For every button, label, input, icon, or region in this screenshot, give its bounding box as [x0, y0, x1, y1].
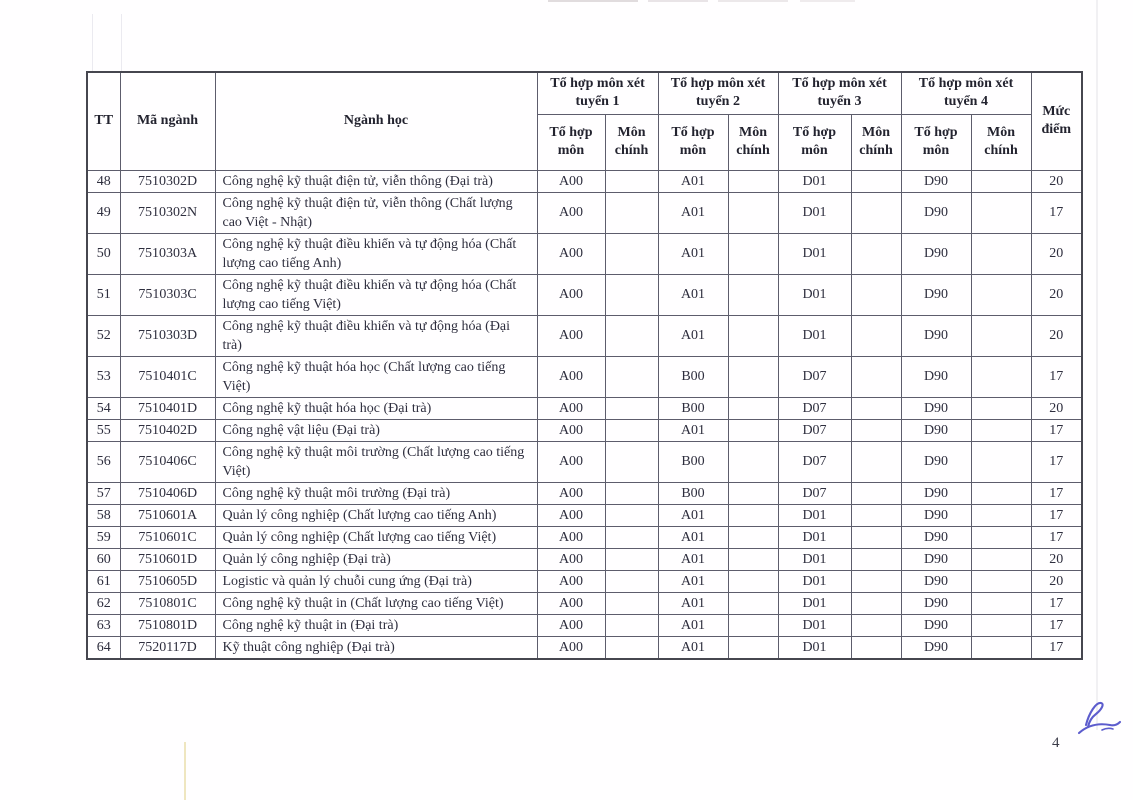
- main-subject-4-cell: [971, 592, 1031, 614]
- combo-1-cell: A00: [537, 482, 605, 504]
- header-combo-1: Tổ hợp môn: [537, 114, 605, 170]
- main-subject-1-cell: [605, 274, 658, 315]
- main-subject-2-cell: [728, 315, 778, 356]
- main-subject-4-cell: [971, 636, 1031, 659]
- major-code-cell: 7510401D: [120, 397, 215, 419]
- main-subject-1-cell: [605, 192, 658, 233]
- main-subject-4-cell: [971, 570, 1031, 592]
- score-cell: 17: [1031, 504, 1082, 526]
- combo-2-cell: A01: [658, 419, 728, 441]
- main-subject-2-cell: [728, 570, 778, 592]
- header-main-1: Môn chính: [605, 114, 658, 170]
- score-cell: 17: [1031, 441, 1082, 482]
- combo-4-cell: D90: [901, 526, 971, 548]
- combo-2-cell: B00: [658, 482, 728, 504]
- row-index: 63: [87, 614, 120, 636]
- score-cell: 17: [1031, 192, 1082, 233]
- combo-3-cell: D01: [778, 570, 851, 592]
- scan-artifact: [121, 14, 122, 71]
- table-row: [87, 441, 1082, 482]
- table-row: [87, 356, 1082, 397]
- row-index: 64: [87, 636, 120, 659]
- major-code-cell: 7510605D: [120, 570, 215, 592]
- header-combo-3: Tổ hợp môn: [778, 114, 851, 170]
- main-subject-2-cell: [728, 233, 778, 274]
- row-index: 54: [87, 397, 120, 419]
- main-subject-1-cell: [605, 233, 658, 274]
- combo-2-cell: A01: [658, 614, 728, 636]
- combo-1-cell: A00: [537, 397, 605, 419]
- score-cell: 20: [1031, 315, 1082, 356]
- main-subject-1-cell: [605, 441, 658, 482]
- major-name-cell: Công nghệ kỹ thuật điều khiển và tự động hóa (Chất lượng cao tiếng Việt): [215, 274, 537, 315]
- main-subject-4-cell: [971, 482, 1031, 504]
- header-main-2: Môn chính: [728, 114, 778, 170]
- combo-4-cell: D90: [901, 504, 971, 526]
- score-cell: 17: [1031, 419, 1082, 441]
- main-subject-1-cell: [605, 170, 658, 192]
- major-name-cell: Công nghệ kỹ thuật điện tử, viễn thông (Chất lượng cao Việt - Nhật): [215, 192, 537, 233]
- combo-3-cell: D07: [778, 356, 851, 397]
- score-cell: 17: [1031, 592, 1082, 614]
- combo-3-cell: D07: [778, 482, 851, 504]
- scan-artifact: [648, 0, 708, 2]
- table-header: [87, 72, 1082, 170]
- combo-4-cell: D90: [901, 441, 971, 482]
- main-subject-2-cell: [728, 397, 778, 419]
- header-major-code: Mã ngành: [120, 72, 215, 170]
- main-subject-3-cell: [851, 170, 901, 192]
- row-index: 49: [87, 192, 120, 233]
- main-subject-4-cell: [971, 315, 1031, 356]
- major-name-cell: Công nghệ kỹ thuật điều khiển và tự động hóa (Đại trà): [215, 315, 537, 356]
- combo-3-cell: D07: [778, 441, 851, 482]
- scan-artifact: [800, 0, 855, 2]
- main-subject-4-cell: [971, 526, 1031, 548]
- score-cell: 20: [1031, 397, 1082, 419]
- row-index: 61: [87, 570, 120, 592]
- combo-1-cell: A00: [537, 170, 605, 192]
- combo-4-cell: D90: [901, 397, 971, 419]
- scan-artifact: [718, 0, 788, 2]
- table-row: [87, 570, 1082, 592]
- score-cell: 20: [1031, 548, 1082, 570]
- main-subject-3-cell: [851, 397, 901, 419]
- combo-2-cell: B00: [658, 356, 728, 397]
- row-index: 62: [87, 592, 120, 614]
- score-cell: 20: [1031, 233, 1082, 274]
- combo-2-cell: A01: [658, 315, 728, 356]
- combo-4-cell: D90: [901, 192, 971, 233]
- combo-3-cell: D01: [778, 592, 851, 614]
- table-row: [87, 548, 1082, 570]
- signature-mark: [1072, 697, 1126, 743]
- main-subject-2-cell: [728, 482, 778, 504]
- combo-4-cell: D90: [901, 356, 971, 397]
- main-subject-3-cell: [851, 636, 901, 659]
- table-row: [87, 419, 1082, 441]
- combo-1-cell: A00: [537, 356, 605, 397]
- major-code-cell: 7510601D: [120, 548, 215, 570]
- main-subject-4-cell: [971, 614, 1031, 636]
- combo-4-cell: D90: [901, 315, 971, 356]
- row-index: 57: [87, 482, 120, 504]
- combo-4-cell: D90: [901, 614, 971, 636]
- combo-4-cell: D90: [901, 419, 971, 441]
- combo-4-cell: D90: [901, 548, 971, 570]
- main-subject-4-cell: [971, 548, 1031, 570]
- combo-1-cell: A00: [537, 570, 605, 592]
- main-subject-3-cell: [851, 526, 901, 548]
- main-subject-1-cell: [605, 636, 658, 659]
- combo-1-cell: A00: [537, 419, 605, 441]
- main-subject-1-cell: [605, 419, 658, 441]
- main-subject-2-cell: [728, 192, 778, 233]
- main-subject-3-cell: [851, 233, 901, 274]
- major-code-cell: 7510801D: [120, 614, 215, 636]
- table-row: [87, 636, 1082, 659]
- major-name-cell: Kỹ thuật công nghiệp (Đại trà): [215, 636, 537, 659]
- main-subject-1-cell: [605, 614, 658, 636]
- header-combo-2: Tổ hợp môn: [658, 114, 728, 170]
- row-index: 59: [87, 526, 120, 548]
- row-index: 52: [87, 315, 120, 356]
- main-subject-2-cell: [728, 441, 778, 482]
- combo-2-cell: A01: [658, 570, 728, 592]
- major-name-cell: Công nghệ kỹ thuật hóa học (Chất lượng cao tiếng Việt): [215, 356, 537, 397]
- combo-2-cell: A01: [658, 170, 728, 192]
- main-subject-3-cell: [851, 614, 901, 636]
- main-subject-3-cell: [851, 419, 901, 441]
- main-subject-2-cell: [728, 419, 778, 441]
- main-subject-2-cell: [728, 504, 778, 526]
- score-cell: 17: [1031, 482, 1082, 504]
- header-main-4: Môn chính: [971, 114, 1031, 170]
- table-row: [87, 526, 1082, 548]
- major-name-cell: Công nghệ vật liệu (Đại trà): [215, 419, 537, 441]
- combo-2-cell: A01: [658, 192, 728, 233]
- major-name-cell: Quản lý công nghiệp (Chất lượng cao tiếng Anh): [215, 504, 537, 526]
- main-subject-3-cell: [851, 315, 901, 356]
- combo-2-cell: A01: [658, 233, 728, 274]
- major-name-cell: Công nghệ kỹ thuật môi trường (Đại trà): [215, 482, 537, 504]
- combo-3-cell: D01: [778, 170, 851, 192]
- main-subject-3-cell: [851, 548, 901, 570]
- main-subject-3-cell: [851, 570, 901, 592]
- table-body: [87, 170, 1082, 659]
- major-code-cell: 7510406C: [120, 441, 215, 482]
- major-code-cell: 7510303A: [120, 233, 215, 274]
- combo-2-cell: A01: [658, 592, 728, 614]
- header-combo-4: Tổ hợp môn: [901, 114, 971, 170]
- main-subject-3-cell: [851, 592, 901, 614]
- combo-2-cell: A01: [658, 636, 728, 659]
- main-subject-1-cell: [605, 504, 658, 526]
- combo-3-cell: D01: [778, 233, 851, 274]
- score-cell: 17: [1031, 526, 1082, 548]
- main-subject-2-cell: [728, 526, 778, 548]
- main-subject-1-cell: [605, 592, 658, 614]
- score-cell: 20: [1031, 170, 1082, 192]
- major-code-cell: 7510302D: [120, 170, 215, 192]
- main-subject-2-cell: [728, 614, 778, 636]
- combo-1-cell: A00: [537, 441, 605, 482]
- main-subject-3-cell: [851, 192, 901, 233]
- table-row: [87, 397, 1082, 419]
- main-subject-1-cell: [605, 570, 658, 592]
- major-code-cell: 7510303D: [120, 315, 215, 356]
- major-code-cell: 7510601C: [120, 526, 215, 548]
- major-code-cell: 7520117D: [120, 636, 215, 659]
- row-index: 55: [87, 419, 120, 441]
- combo-3-cell: D01: [778, 614, 851, 636]
- combo-4-cell: D90: [901, 570, 971, 592]
- page-number: 4: [1052, 735, 1060, 751]
- combo-2-cell: B00: [658, 441, 728, 482]
- combo-3-cell: D01: [778, 548, 851, 570]
- combo-4-cell: D90: [901, 482, 971, 504]
- main-subject-4-cell: [971, 170, 1031, 192]
- header-group-4: Tổ hợp môn xét tuyển 4: [901, 72, 1031, 114]
- main-subject-4-cell: [971, 504, 1031, 526]
- combo-1-cell: A00: [537, 233, 605, 274]
- combo-3-cell: D01: [778, 526, 851, 548]
- combo-1-cell: A00: [537, 315, 605, 356]
- row-index: 53: [87, 356, 120, 397]
- table-row: [87, 482, 1082, 504]
- combo-3-cell: D01: [778, 315, 851, 356]
- header-major-name: Ngành học: [215, 72, 537, 170]
- combo-3-cell: D01: [778, 192, 851, 233]
- row-index: 56: [87, 441, 120, 482]
- combo-3-cell: D01: [778, 636, 851, 659]
- main-subject-4-cell: [971, 441, 1031, 482]
- combo-1-cell: A00: [537, 548, 605, 570]
- major-name-cell: Logistic và quản lý chuỗi cung ứng (Đại trà): [215, 570, 537, 592]
- main-subject-4-cell: [971, 419, 1031, 441]
- combo-2-cell: B00: [658, 397, 728, 419]
- main-subject-2-cell: [728, 170, 778, 192]
- main-subject-3-cell: [851, 482, 901, 504]
- table-row: [87, 592, 1082, 614]
- row-index: 51: [87, 274, 120, 315]
- main-subject-2-cell: [728, 274, 778, 315]
- scan-artifact: [92, 14, 93, 71]
- score-cell: 17: [1031, 614, 1082, 636]
- combo-4-cell: D90: [901, 636, 971, 659]
- major-name-cell: Công nghệ kỹ thuật môi trường (Chất lượng cao tiếng Việt): [215, 441, 537, 482]
- major-name-cell: Công nghệ kỹ thuật in (Chất lượng cao tiếng Việt): [215, 592, 537, 614]
- score-cell: 17: [1031, 356, 1082, 397]
- scan-artifact: [184, 742, 186, 800]
- table-row: [87, 192, 1082, 233]
- combo-4-cell: D90: [901, 233, 971, 274]
- major-code-cell: 7510402D: [120, 419, 215, 441]
- main-subject-3-cell: [851, 504, 901, 526]
- combo-1-cell: A00: [537, 614, 605, 636]
- combo-2-cell: A01: [658, 274, 728, 315]
- scan-artifact: [1096, 0, 1098, 730]
- combo-2-cell: A01: [658, 548, 728, 570]
- header-group-1: Tổ hợp môn xét tuyển 1: [537, 72, 658, 114]
- major-code-cell: 7510303C: [120, 274, 215, 315]
- table-row: [87, 315, 1082, 356]
- major-name-cell: Công nghệ kỹ thuật điều khiển và tự động hóa (Chất lượng cao tiếng Anh): [215, 233, 537, 274]
- main-subject-4-cell: [971, 397, 1031, 419]
- combo-1-cell: A00: [537, 636, 605, 659]
- header-group-2: Tổ hợp môn xét tuyển 2: [658, 72, 778, 114]
- main-subject-1-cell: [605, 356, 658, 397]
- main-subject-4-cell: [971, 356, 1031, 397]
- header-group-3: Tổ hợp môn xét tuyển 3: [778, 72, 901, 114]
- combo-3-cell: D01: [778, 274, 851, 315]
- header-score: Mức điểm: [1031, 72, 1082, 170]
- main-subject-2-cell: [728, 356, 778, 397]
- major-code-cell: 7510401C: [120, 356, 215, 397]
- main-subject-4-cell: [971, 233, 1031, 274]
- main-subject-1-cell: [605, 482, 658, 504]
- combo-1-cell: A00: [537, 526, 605, 548]
- major-code-cell: 7510406D: [120, 482, 215, 504]
- main-subject-1-cell: [605, 548, 658, 570]
- main-subject-1-cell: [605, 526, 658, 548]
- combo-1-cell: A00: [537, 192, 605, 233]
- main-subject-2-cell: [728, 592, 778, 614]
- main-subject-3-cell: [851, 356, 901, 397]
- admission-table: [86, 71, 1083, 660]
- main-subject-1-cell: [605, 397, 658, 419]
- score-cell: 20: [1031, 570, 1082, 592]
- combo-4-cell: D90: [901, 592, 971, 614]
- row-index: 50: [87, 233, 120, 274]
- main-subject-4-cell: [971, 192, 1031, 233]
- row-index: 60: [87, 548, 120, 570]
- combo-1-cell: A00: [537, 274, 605, 315]
- header-main-3: Môn chính: [851, 114, 901, 170]
- major-name-cell: Công nghệ kỹ thuật điện tử, viễn thông (Đại trà): [215, 170, 537, 192]
- table-row: [87, 504, 1082, 526]
- main-subject-1-cell: [605, 315, 658, 356]
- combo-4-cell: D90: [901, 170, 971, 192]
- combo-1-cell: A00: [537, 504, 605, 526]
- combo-2-cell: A01: [658, 504, 728, 526]
- main-subject-2-cell: [728, 636, 778, 659]
- table-row: [87, 170, 1082, 192]
- row-index: 48: [87, 170, 120, 192]
- major-name-cell: Công nghệ kỹ thuật in (Đại trà): [215, 614, 537, 636]
- row-index: 58: [87, 504, 120, 526]
- major-name-cell: Quản lý công nghiệp (Chất lượng cao tiếng Việt): [215, 526, 537, 548]
- combo-1-cell: A00: [537, 592, 605, 614]
- combo-3-cell: D01: [778, 504, 851, 526]
- header-tt: TT: [87, 72, 120, 170]
- table-row: [87, 274, 1082, 315]
- table-row: [87, 233, 1082, 274]
- main-subject-2-cell: [728, 548, 778, 570]
- major-code-cell: 7510302N: [120, 192, 215, 233]
- major-name-cell: Công nghệ kỹ thuật hóa học (Đại trà): [215, 397, 537, 419]
- combo-3-cell: D07: [778, 397, 851, 419]
- main-subject-3-cell: [851, 274, 901, 315]
- table-row: [87, 614, 1082, 636]
- score-cell: 20: [1031, 274, 1082, 315]
- main-subject-4-cell: [971, 274, 1031, 315]
- major-name-cell: Quản lý công nghiệp (Đại trà): [215, 548, 537, 570]
- scan-artifact: [548, 0, 638, 2]
- major-code-cell: 7510601A: [120, 504, 215, 526]
- score-cell: 17: [1031, 636, 1082, 659]
- combo-3-cell: D07: [778, 419, 851, 441]
- combo-4-cell: D90: [901, 274, 971, 315]
- main-subject-3-cell: [851, 441, 901, 482]
- major-code-cell: 7510801C: [120, 592, 215, 614]
- combo-2-cell: A01: [658, 526, 728, 548]
